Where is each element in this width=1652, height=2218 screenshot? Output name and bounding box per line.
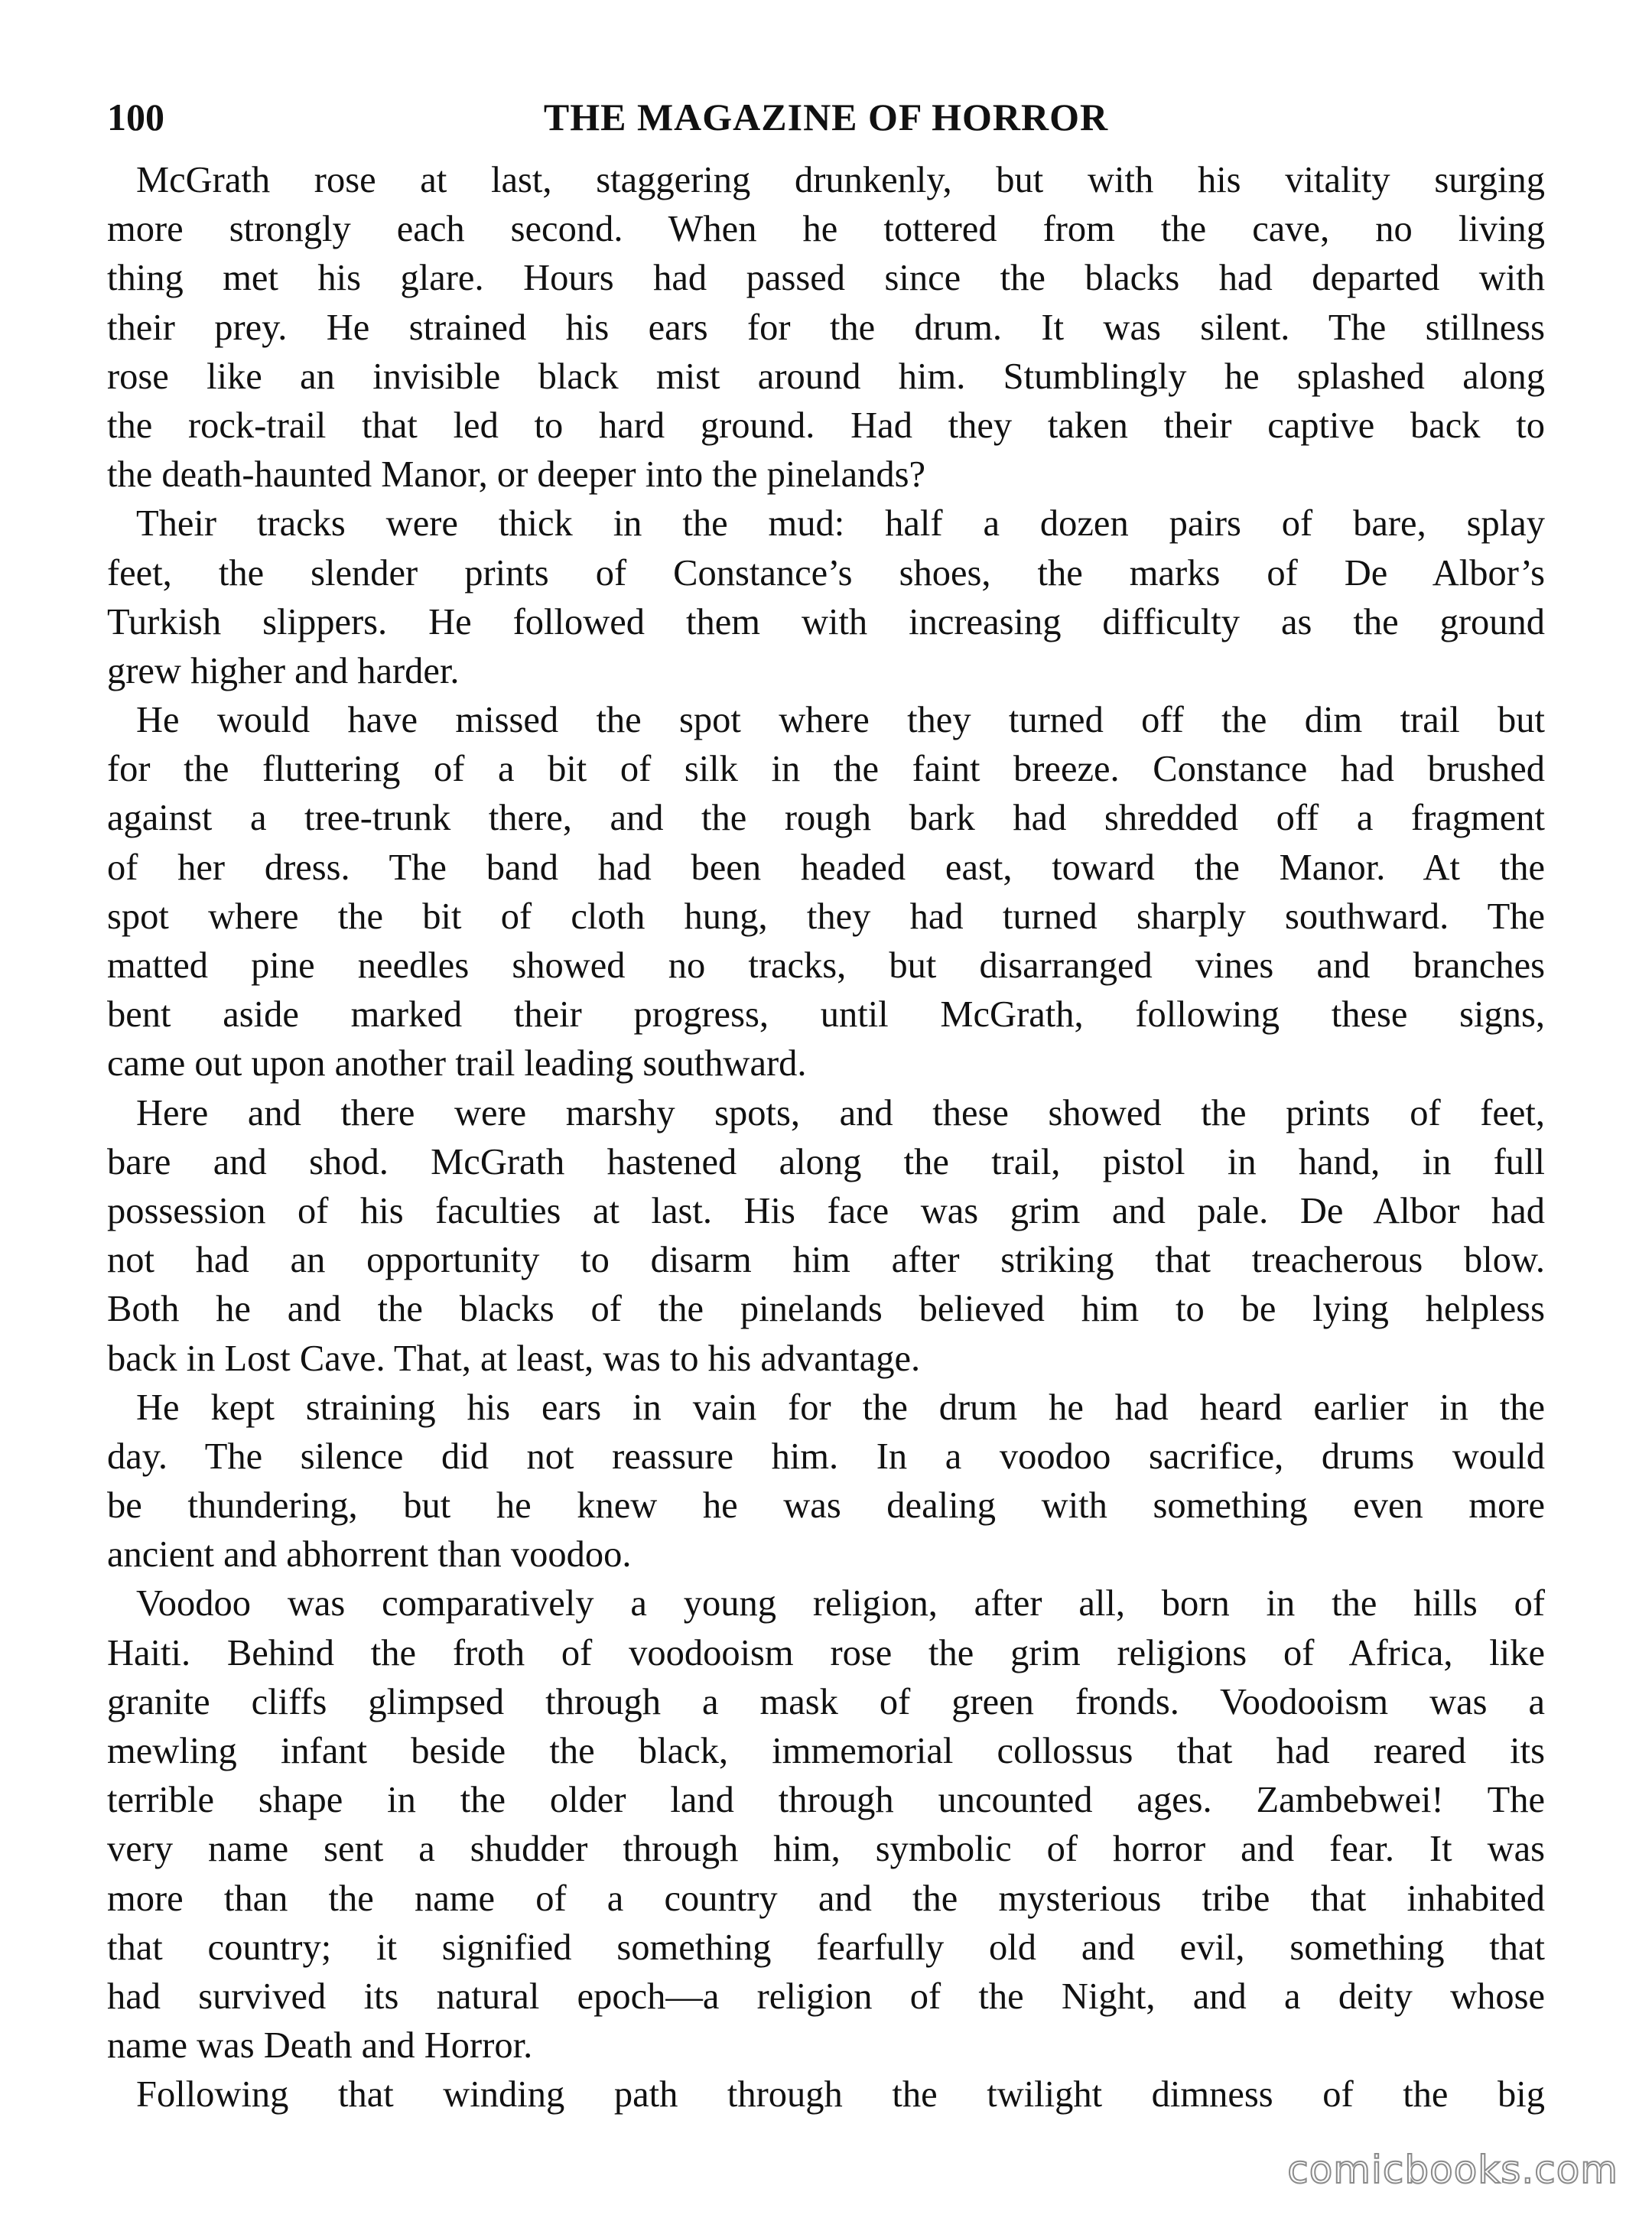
- watermark-logo: comicbooks.com: [1287, 2148, 1618, 2192]
- text-line: the rock-trail that led to hard ground. Had they taken their captive back to: [107, 405, 1545, 446]
- page-number: 100: [107, 96, 164, 138]
- text-line: bent aside marked their progress, until McGrath, following these signs,: [107, 994, 1545, 1036]
- text-line: had survived its natural epoch—a religion of the Night, and a deity whose: [107, 1976, 1545, 2017]
- text-line: Both he and the blacks of the pinelands believed him to be lying helpless: [107, 1289, 1545, 1330]
- text-line: bare and shod. McGrath hastened along the trail, pistol in hand, in full: [107, 1141, 1545, 1182]
- text-line: Haiti. Behind the froth of voodooism rose the grim religions of Africa, like: [107, 1632, 1545, 1673]
- paragraph: [107, 156, 1545, 499]
- paragraph: [107, 696, 1545, 1089]
- text-line: name was Death and Horror.: [107, 2025, 533, 2067]
- text-line: their prey. He strained his ears for the drum. It was silent. The stillness: [107, 307, 1545, 348]
- text-line: McGrath rose at last, staggering drunkenly, but with his vitality surging: [136, 160, 1545, 200]
- text-line: terrible shape in the older land through uncounted ages. Zambebwei! The: [107, 1780, 1545, 1821]
- text-line: more strongly each second. When he tottered from the cave, no living: [107, 209, 1545, 250]
- text-line: thing met his glare. Hours had passed since the blacks had departed with: [107, 258, 1545, 299]
- paragraph: [107, 1579, 1545, 2070]
- text-line: for the fluttering of a bit of silk in the faint breeze. Constance had brushed: [107, 749, 1545, 790]
- text-line: came out upon another trail leading southward.: [107, 1043, 807, 1085]
- paragraph: [107, 499, 1545, 696]
- text-line: day. The silence did not reassure him. In a voodoo sacrifice, drums would: [107, 1436, 1545, 1477]
- text-line: ancient and abhorrent than voodoo.: [107, 1534, 632, 1576]
- story-body: [107, 156, 1545, 2120]
- paragraph: [107, 1384, 1545, 1580]
- text-line: Voodoo was comparatively a young religion, after all, born in the hills of: [136, 1583, 1545, 1624]
- text-line: feet, the slender prints of Constance’s shoes, the marks of De Albor’s: [107, 552, 1545, 594]
- text-line: Here and there were marshy spots, and these showed the prints of feet,: [136, 1092, 1545, 1133]
- text-line: against a tree-trunk there, and the rough bark had shredded off a fragment: [107, 798, 1545, 839]
- text-line: back in Lost Cave. That, at least, was to his advantage.: [107, 1338, 921, 1379]
- text-line: grew higher and harder.: [107, 650, 460, 691]
- running-title: THE MAGAZINE OF HORROR: [543, 96, 1109, 138]
- text-line: rose like an invisible black mist around him. Stumblingly he splashed along: [107, 356, 1545, 397]
- text-line: mewling infant beside the black, immemorial collossus that had reared its: [107, 1731, 1545, 1771]
- paragraph: [107, 1089, 1545, 1384]
- text-line: Following that winding path through the twilight dimness of the big: [136, 2074, 1545, 2116]
- text-line: granite cliffs glimpsed through a mask of green fronds. Voodooism was a: [107, 1681, 1545, 1722]
- text-line: more than the name of a country and the mysterious tribe that inhabited: [107, 1878, 1545, 1919]
- text-line: He would have missed the spot where they turned off the dim trail but: [136, 700, 1545, 741]
- text-line: Turkish slippers. He followed them with increasing difficulty as the ground: [107, 601, 1545, 642]
- page-header: [107, 90, 1545, 144]
- text-line: He kept straining his ears in vain for the drum he had heard earlier in the: [136, 1387, 1545, 1428]
- text-line: matted pine needles showed no tracks, but disarranged vines and branches: [107, 945, 1545, 986]
- text-line: the death-haunted Manor, or deeper into the pinelands?: [107, 454, 926, 496]
- text-line: very name sent a shudder through him, symbolic of horror and fear. It was: [107, 1829, 1545, 1870]
- text-line: of her dress. The band had been headed east, toward the Manor. At the: [107, 847, 1545, 888]
- paragraph: [107, 2070, 1545, 2119]
- text-line: Their tracks were thick in the mud: half a dozen pairs of bare, splay: [136, 503, 1545, 545]
- text-line: that country; it signified something fearfully old and evil, something that: [107, 1927, 1545, 1968]
- text-line: possession of his faculties at last. His face was grim and pale. De Albor had: [107, 1190, 1545, 1231]
- text-line: be thundering, but he knew he was dealing with something even more: [107, 1485, 1545, 1527]
- text-line: not had an opportunity to disarm him after striking that treacherous blow.: [107, 1240, 1545, 1281]
- text-line: spot where the bit of cloth hung, they had turned sharply southward. The: [107, 896, 1545, 937]
